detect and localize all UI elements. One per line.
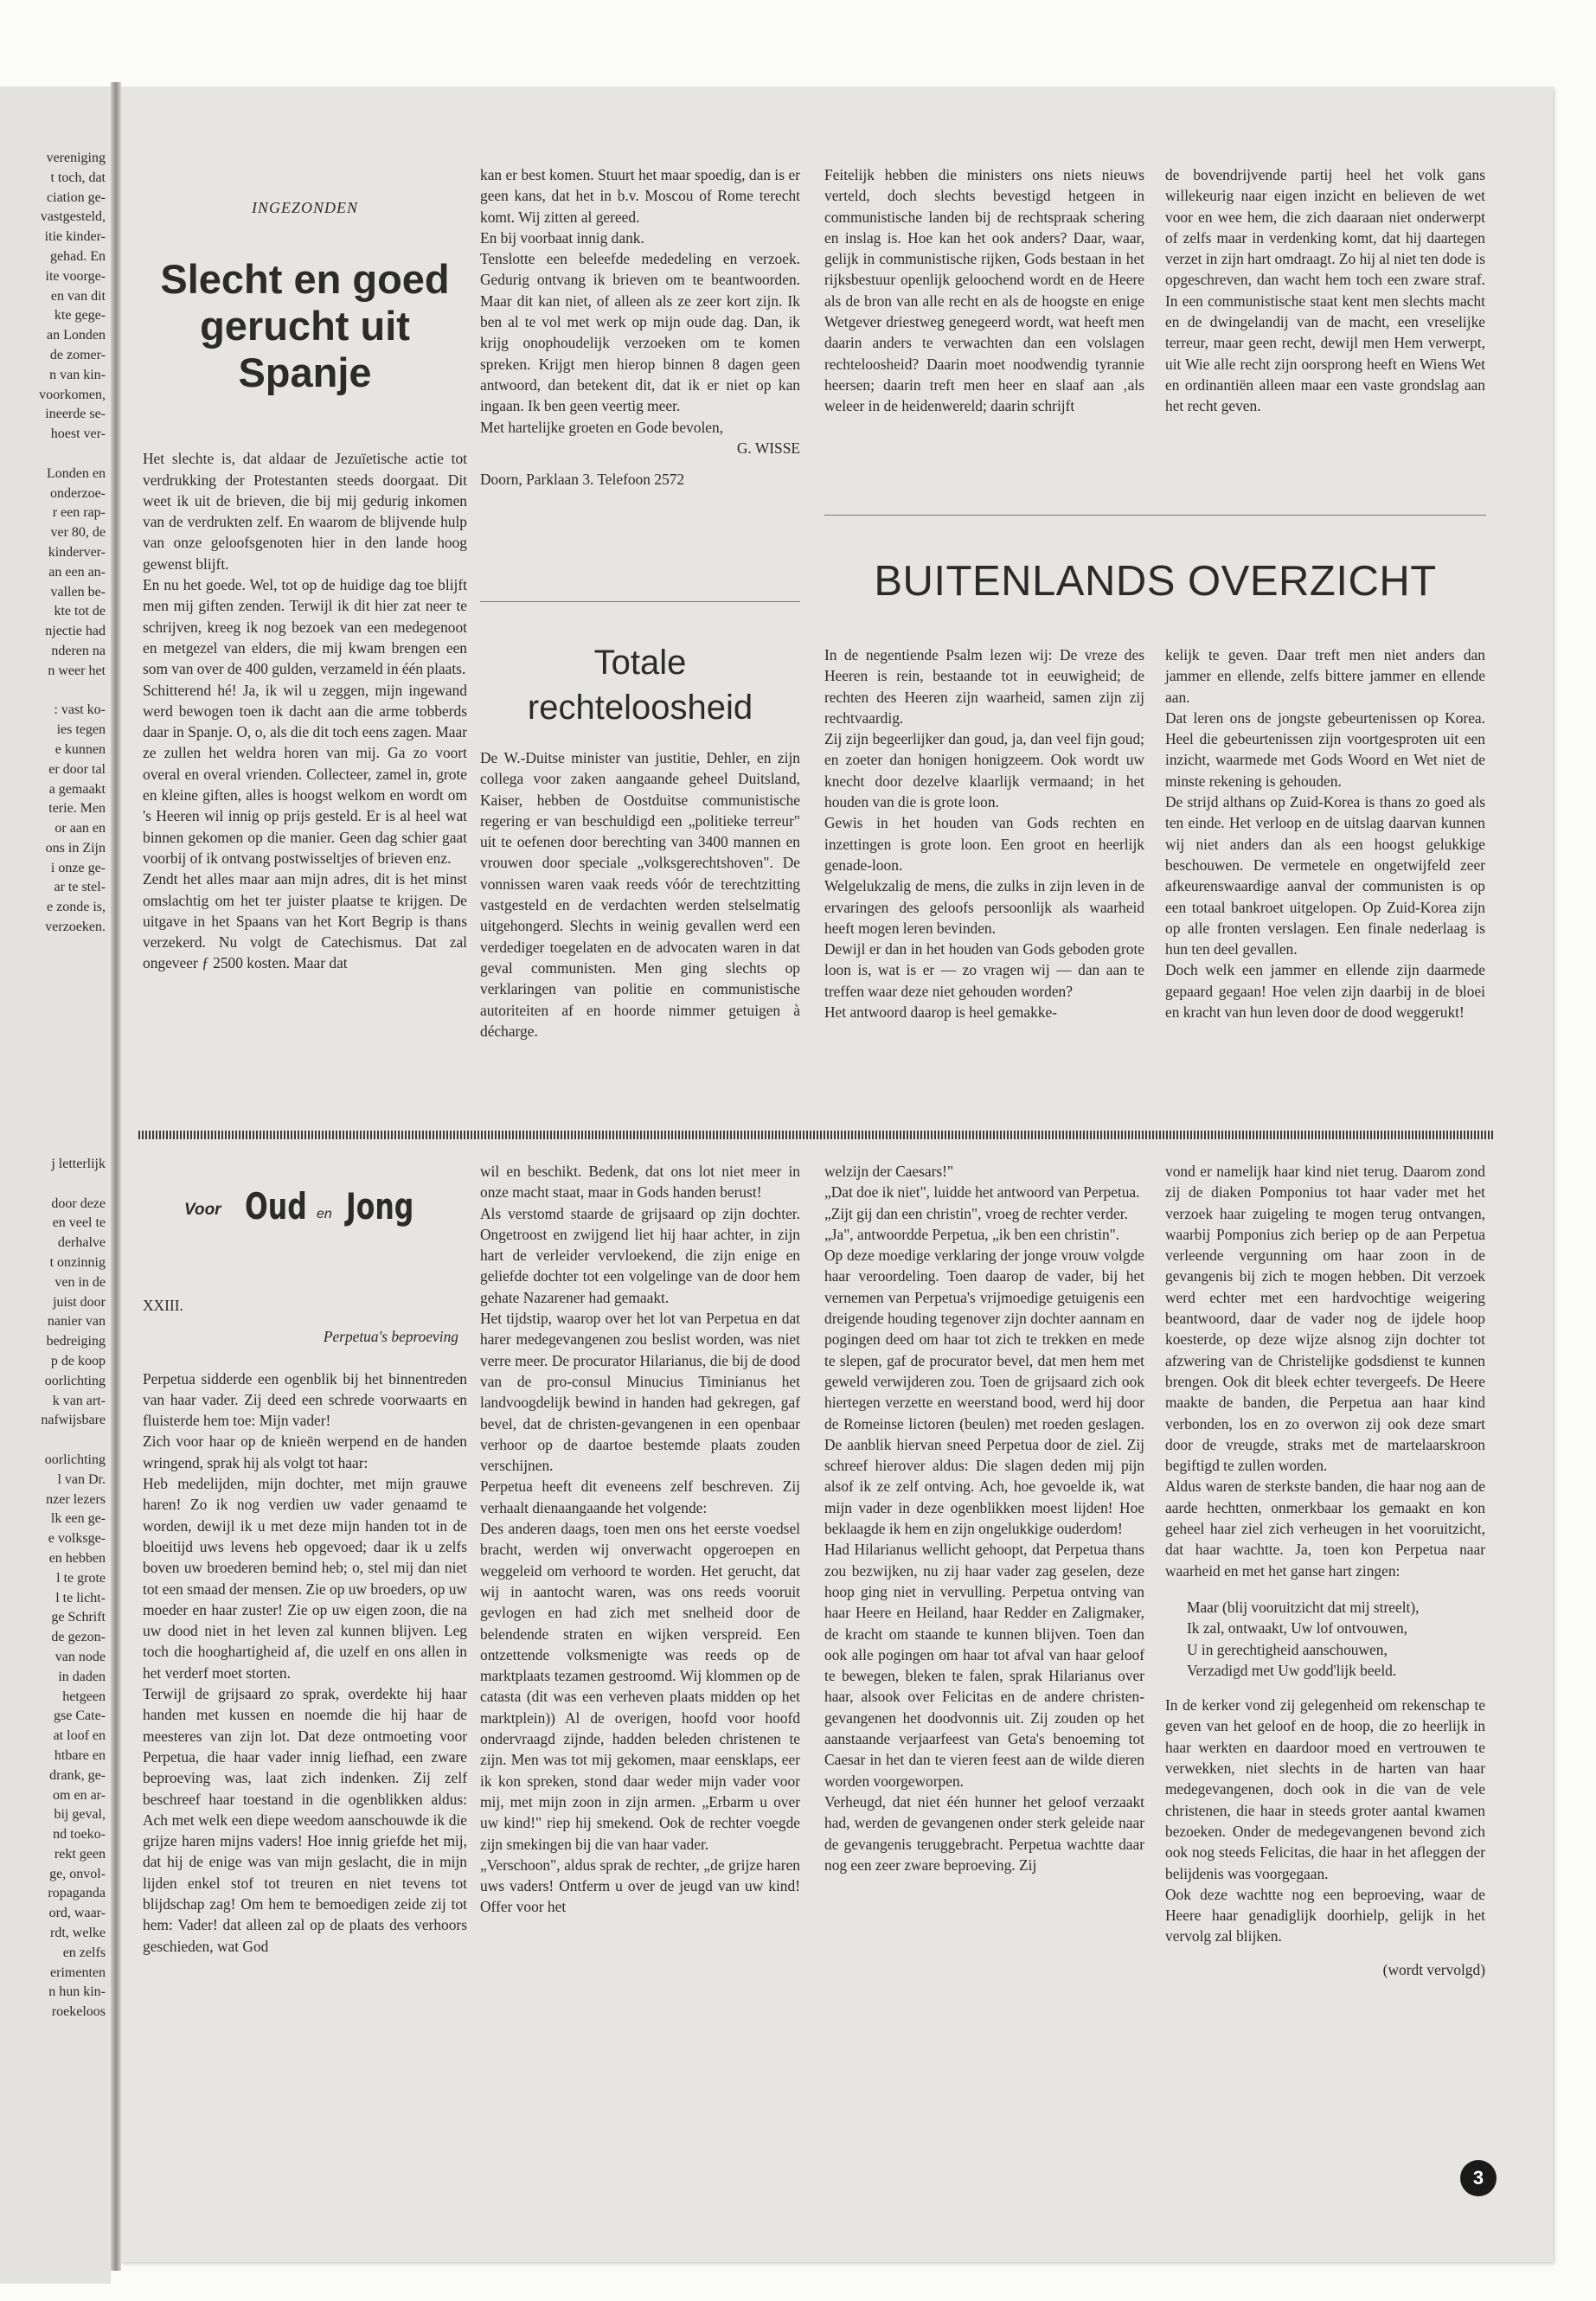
headline-line: Spanje [238,349,372,396]
paragraph: Het tijdstip, waarop over het lot van Perpetua en dat harer medegevangenen zou beslist worden, was niet verre meer. De procurator Hilarianus, die bij de dood van de pro-consul Minucius Timinianus het landvoogdelijk bewind in handen had gekregen, gaf bevel, dat de christen-gevangenen in een openbaar verhoor op de daartoe bestemde plaats zouden verschijnen. [480,1310,800,1475]
edge-text-line: ons in Zijn [45,840,106,856]
paragraph: Met hartelijke groeten en Gode bevolen, [480,418,724,436]
edge-text-line: derhalve [57,1235,106,1251]
headline-line: rechteloosheid [527,689,753,727]
edge-text-line: ven in de [54,1274,106,1290]
edge-text-line: n weer het [48,663,106,678]
article-headline [480,640,800,730]
paragraph: Doch welk een jammer en ellende zijn daarmede gepaard gegaan! Hoe velen zijn daarbij in de bloei en kracht van hun leven door de dood weggerukt! [1165,961,1485,1022]
logo-text: Oud [245,1185,307,1227]
edge-text-line: i onze ge- [50,860,106,875]
edge-text-line: oorlichting [44,1452,106,1467]
paragraph: Verheugd, dat niet één hunner het geloof verzaakt had, werden de gevangenen onder sterk geleide naar de gevangenis teruggebracht. Perpetua wachtte daar nog een zeer zware beproeving. Zij [824,1792,1144,1874]
paragraph: Ook deze wachtte nog een beproeving, waar de Heere haar genadiglijk doorhielp, gelijk in het vervolg zal blijken. [1165,1885,1485,1945]
edge-text-line: n van kin- [49,367,106,382]
paragraph: Dewijl er dan in het houden van Gods geboden grote loon is, wat is er — zo vragen wij — dan aan te treffen waar deze niet gehouden worden? [824,940,1144,1000]
logo-text: Voor [184,1201,221,1219]
edge-text-line: om en ar- [53,1787,106,1803]
rechteloosheid-article [480,640,800,1042]
edge-text-line: juist door [53,1294,106,1310]
page-number-badge: 3 [1460,2160,1497,2196]
edge-text-line: ite voorge- [45,268,106,284]
paragraph: Had Hilarianus wellicht gehoopt, dat Perpetua thans zou bezwijken, nu zij haar vader zag geselen, deze hoop ging niet in vervulling. Perpetua ontving van haar Heere en Heiland, haar Redder en Zaligmaker, de kracht om staande te kunnen blijven. Toen dan ook alle pogingen om haar tot afval van haar geloof te bewegen, bleken te falen, sprak Hilarianus over haar, alsook over Felicitas en de andere christen-gevangenen het doodvonnis uit. Zij zouden op het aanstaande verjaarfeest van Geta's benoeming tot Caesar in het dan te vieren feest aan de wilde dieren worden voorgeworpen. [824,1541,1144,1790]
edge-text-line: njectie had [45,624,106,639]
edge-text-line: gehad. En [50,248,106,264]
edge-text-line: bij geval, [54,1807,106,1823]
buitenlands-col-3 [824,644,1144,1022]
paragraph: Gewis in het houden van Gods rechten en inzettingen is grote loon. Een groot en heerlijk genade-loon. [824,814,1144,874]
paragraph: Tenslotte een beleefde mededeling en verzoek. Gedurig ontvang ik brieven om te beantwoorden. Maar dit kan niet, of alleen als ze zeer kort zijn. Ik ben al te vol met werk op mijn oude dag. Dan, ik krijg onophoudelijk verzoeken om te komen spreken. Krijgt men hierop binnen 8 dagen geen antwoord, dan betekent dit, dat ik er niet op kan ingaan. Ik ben geen veertig meer. [480,250,800,415]
logo-text: Jong [346,1185,414,1227]
chapter-number: XXIII. [143,1297,183,1314]
edge-text-line: e zonde is, [47,900,106,915]
edge-text-line: vastgesteld, [40,209,106,225]
section-separator [138,1131,1494,1139]
perpetua-col-3 [824,1161,1144,1875]
paragraph: Perpetua heeft dit eveneens zelf beschreven. Zij verhaalt dienaangaande het volgende: [480,1477,800,1516]
edge-text-line: voorkomen, [39,387,106,402]
paragraph: En bij voorbaat innig dank. [480,228,644,247]
edge-text-line: nd toeko- [53,1827,106,1843]
edge-text-line: an Londen [47,328,106,343]
edge-text-line: n hun kin- [48,1984,106,2000]
edge-text-line: nderen na [51,643,106,658]
paragraph: De W.-Duitse minister van justitie, Dehler, en zijn collega voor zaken aangaande geheel Duitsland, Kaiser, hebben de Oostduitse communistische regering er van beschuldigd een „politieke terreur" uit te oefenen door berechting van 3400 mannen en vrouwen door speciale „volksgerechtshoven". De vonnissen waren vaak reeds vóór de terechtzitting vastgesteld en de verdachten werden stelselmatig uitgehongerd. Slechts in weinig gevallen werd een verdediger toegelaten en de advocaten waren in dat geval communisten. Men ging slechts op verklaringen van politie en communistische autoriteiten af en hoorde nimmer getuigen à décharge. [480,749,800,1040]
paragraph: „Verschoon", aldus sprak de rechter, „de grijze haren uws vaders! Ontferm u over de jeugd van uw kind! Offer voor het [480,1856,800,1916]
address: Doorn, Parklaan 3. Telefoon 2572 [480,471,685,489]
edge-text-line: hoest ver- [50,426,106,442]
perpetua-col-1 [143,1295,467,1957]
adjacent-column-text-bottom [2,1155,106,2022]
edge-text-line: an een an- [48,564,106,580]
edge-text-line: vallen be- [50,584,106,599]
headline-line: Slecht en goed [160,256,450,303]
edge-text-line [2,445,106,465]
paragraph: Schitterend hé! Ja, ik wil u zeggen, mijn ingewand werd bewogen toen ik dacht aan die arme tobberds daar in Spanje. O, o, als die dit toch eens zagen. Maar ze zullen het weldra horen van mij. Ga zo voort overal en overal vrienden. Collecteer, zamel in, grote en kleine giften, alles is hoogst welkom en wordt om 's Heeren wil innig op prijs gesteld. Er is al heel wat binnen gekomen op die manier. Geen dag schier gaat voorbij of ik ontvang postwisseltjes of brieven enz. [143,681,467,867]
edge-text-line: van node [54,1649,106,1664]
paragraph: Dat leren ons de jongste gebeurtenissen op Korea. Heel die gebeurtenissen zijn voortgesproten uit een inzicht, waarmede met Gods Woord en Wet niet de minste rekening is gehouden. [1165,708,1485,790]
ministers-col-3 [824,164,1144,417]
edge-text-line: ver 80, de [50,525,106,541]
edge-text-line: de zomer- [49,347,106,362]
edge-text-line: oorlichting [44,1373,106,1388]
chapter-title: Perpetua's beproeving [323,1328,458,1346]
edge-text-line: p de koop [50,1353,106,1368]
ingezonden-continued [480,164,800,490]
edge-text-line: en zelfs [62,1945,106,1960]
paragraph: vond er namelijk haar kind niet terug. Daarom zond zij de diaken Pomponius tot haar vader met het verzoek haar zuigeling te mogen terug ontvangen, waarbij Pomponius zich beriep op de aan Perpetua verleende vergunning om haar zoon in de gevangenis bij zich te mogen hebben. Dit verzoek werd echter met een hardvochtige weigering beantwoord, daar de vader nog de ijdele hoop koesterde, op deze wijze alsnog zijn dochter tot afzwering van de Christelijke godsdienst te kunnen brengen. Ook dit bleek echter tevergeefs. De Heere maakte de banden, die Perpetua aan haar kind verbonden, los en zo overwon zij ook deze smart door de vreugde, straks met de martelaarskroon begiftigd te zullen worden. [1165,1163,1485,1475]
paragraph: In de kerker vond zij gelegenheid om rekenschap te geven van het geloof en de hoop, die zo heerlijk in haar werkten en daardoor moed en vertrouwen te verwekken, niet slechts in de harten van haar medegevangenen, doch ook in die van de vele christenen, die haar in steeds groter aantal kwamen bezoeken. Onder de medegevangenen bevond zich ook nog steeds Felicitas, die haar in het afleggen der belijdenis was voorgegaan. [1165,1696,1485,1882]
edge-text-line: t toch, dat [50,170,106,185]
paragraph: „Dat doe ik niet", luidde het antwoord van Perpetua. [824,1183,1140,1202]
paragraph: kelijk te geven. Daar treft men niet anders dan jammer en ellende, zelfs bittere jammer en ellende aan. [1165,646,1485,706]
edge-text-line: ciation ge- [47,189,106,205]
perpetua-col-2 [480,1161,800,1918]
paragraph: welzijn der Caesars!" [824,1163,954,1180]
paragraph: Perpetua sidderde een ogenblik bij het binnentreden van haar vader. Zij deed een schrede voorwaarts en fluisterde hem toe: Mijn vader! [143,1369,467,1430]
verse-line: Verzadigd met Uw godd'lijk beeld. [1187,1661,1397,1679]
edge-text-line: vereniging [46,151,106,165]
divider [480,601,800,602]
edge-text-line: l te licht- [55,1590,106,1606]
edge-text-line: kinderver- [48,544,106,560]
edge-text-line: terie. Men [48,801,106,817]
edge-text-line [2,682,106,702]
edge-text-line: ineerde se- [45,407,106,422]
edge-text-line: onderzoe- [50,485,106,501]
edge-text-line: k van art- [52,1393,106,1408]
paragraph: Terwijl de grijsaard zo sprak, overdekte hij haar handen met kussen en noemde die hij haar de meesteres van zijn lot. Dat deze ontmoeting voor Perpetua, die haar vader innig liefhad, een zware beproeving was, laat zich indenken. Zij zelf beschreef haar toestand in die ogenblikken aldus: Ach met welk een diepe weedom aanschouwde ik die grijze haren mijns vaders! Hoe innig griefde het mij, dat hij de enige was van mijn geslacht, die in mijn lijden enkel stof tot treuren en niet tevens tot blijdschap zag! Om hem te bemoedigen zeide zij tot hem: Vader! dat alleen zal op de plaats des verhoors geschieden, wat God [143,1685,467,1955]
edge-text-line: itie kinder- [44,229,106,245]
paragraph: Welgelukzalig de mens, die zulks in zijn leven in de ervaringen des geloofs persoonlijk als waarheid heeft mogen leren bevinden. [824,877,1144,937]
edge-text-line: ord, waar- [48,1906,106,1921]
edge-text-line: e kunnen [54,741,106,757]
paragraph: Heb medelijden, mijn dochter, met mijn grauwe haren! Zo ik nog verdien uw vader genaamd te worden, dewijl ik u met deze mijn handen tot in de bloeitijd uws levens heb opgevoed; daar ik u zelfs boven uw broederen bemind heb; o, stel mij dan niet tot een smaad der mensen. Zie op uw broeders, op uw moeder en haar zuster! Zie op uw eigen zoon, die na uw dood niet in het leven zal kunnen blijven. Leg toch die hooghartigheid af, die uzelf en ons allen in het verderf moet storten. [143,1475,467,1682]
paragraph: Des anderen daags, toen men ons het eerste voedsel bracht, werden wij onverwacht opgeroepen en weggeleid om verhoord te worden. Het gerucht, dat wij in aantocht waren, was ons reeds vooruit gevlogen en had zich met snelheid door de belendende straten en wijken verspreid. Een ontzettende volksmenigte was reeds op de marktplaats tezamen gestroomd. Wij klommen op de catasta (dit was een verheven plaats midden op het marktplein)) Al de overigen, hoofd voor hoofd ondervraagd zijnde, hadden beleden christenen te zijn. Men was tot mij gekomen, maar eensklaps, eer ik kon spreken, stond daar weder mijn vader voor mij, met mijn zoon in zijn armen. „Erbarm u over uw kind!" riep hij smekend. Ook de rechter voegde zijn smekingen bij die van haar vader. [480,1520,800,1853]
edge-text-line: htbare en [54,1747,106,1763]
edge-text-line: t onzinnig [49,1254,106,1270]
perpetua-col-4 [1165,1161,1485,1980]
edge-text-line: bedreiging [46,1334,106,1349]
paragraph: Aldus waren de sterkste banden, die haar nog aan de aarde hechtten, onmerkbaar los gemaakt en kon geheel haar ziel zich verheugen in het vooruitzicht, dat haar wachtte. Ja, toen kon Perpetua naar waarheid en met het ganse hart zingen: [1165,1477,1485,1580]
edge-text-line: drank, ge- [49,1767,106,1783]
edge-text-line: e volksge- [48,1531,106,1547]
headline-line: gerucht uit [200,303,410,349]
edge-text-line: ge, onvol- [49,1866,106,1881]
edge-text-line: ge Schrift [51,1610,106,1625]
psalm-verse [1165,1597,1485,1681]
adjacent-column-text-top [2,149,106,938]
page-gutter [111,82,121,2271]
buitenlands-col-4 [1165,644,1485,1022]
edge-text-line: kte tot de [54,604,106,619]
edge-text-line: door deze [51,1195,106,1211]
edge-text-line: r een rap- [52,505,106,521]
paragraph: En nu het goede. Wel, tot op de huidige dag toe blijft men mij giften zenden. Terwijl ik dit hier zat neer te schrijven, kreeg ik nog bezoek van een medegenoot en metgezel van elders, die mij kwam brengen een som van over de 400 gulden, verzameld in één plaats. [143,576,467,678]
edge-text-line [2,1431,106,1451]
edge-text-line: nafwijsbare [41,1413,106,1428]
edge-text-line: de gezon- [51,1630,106,1645]
paragraph: Feitelijk hebben die ministers ons niets nieuws verteld, doch slechts bevestigd hetgeen in communistische landen bij de rechtspraak schering en inslag is. Hoe kan het ook anders? Daar, waar, gelijk in communistische rijken, Gods bestaan in het rijksbestuur openlijk geloochend wordt en de Heere als de bron van alle recht en als de hoogste en enige Wetgever driestweg genegeerd wordt, wat heeft men daarin anders te verwachten dan een volslagen rechteloosheid? Daarin moet noodwendig tyrannie heersen; daarin treft men heer en slaaf aan ‚als weleer in de heidenwereld; daarin schrijft [824,166,1144,415]
verse-line: Maar (blij vooruitzicht dat mij streelt), [1187,1598,1420,1616]
edge-text-line: erimenten [50,1965,106,1980]
verse-line: Ik zal, ontwaakt, Uw lof ontvouwen, [1187,1619,1408,1638]
edge-text-line: ropaganda [48,1886,106,1901]
edge-text-line: roekeloos [51,2004,106,2020]
paragraph: De strijd althans op Zuid-Korea is thans zo goed als ten einde. Het verloop en de uitslag daarvan kunnen wij niet anders dan als een hoogst gelukkige beschouwen. De vermetele en ongetwijfeld zeer afkeurenswaardige aanval der communisten is op een totaal bankroet uitgelopen. Op Zuid-Korea zijn op alle fronten verslagen. Een finale nederlaag is hun ten deel gevallen. [1165,793,1485,958]
voor-oud-en-jong-logo [154,1176,439,1237]
edge-text-line: rekt geen [54,1846,106,1862]
paragraph: „Zijt gij dan een christin", vroeg de rechter verder. [824,1204,1128,1222]
edge-text-line: en hebben [48,1550,106,1566]
ingezonden-section [143,197,467,974]
paragraph: Zendt het alles maar aan mijn adres, dit is het minst omslachtig om het ter juister plaatse te krijgen. De uitgave in het Spaans van het Kort Begrip is thans verzekerd. Nu volgt de Catechismus. Dat zal ongeveer ƒ 2500 kosten. Maar dat [143,870,467,972]
edge-text-line: nanier van [47,1314,106,1330]
signature: G. WISSE [736,439,800,457]
verse-line: U in gerechtigheid aanschouwen, [1187,1640,1388,1658]
edge-text-line: rdt, welke [50,1926,106,1941]
edge-text-line: ies tegen [56,722,106,738]
paragraph: de bovendrijvende partij heel het volk gans willekeurig naar eigen inzicht en believen de wet voor en wee hem, die zich daaraan niet onderwerpt of zelfs maar in verdenking komt, dat hij daartegen verzet in zijn hart omdraagt. Zo hij al niet ten dode is opgeschreven, dan wacht hem toch een zware straf. In een communistische staat kent men slechts macht en de dwingelandij van de macht, een vreselijke terreur, maar geen recht, dewijl men Hem verwerpt, uit Wie alle recht zijn oorsprong heeft en Wiens Wet en ordinantiën alleen maar een vaste grondslag aan het recht geven. [1165,166,1485,415]
edge-text-line: en van dit [50,288,106,304]
paragraph: Als verstomd staarde de grijsaard op zijn dochter. Ongetroost en zwijgend liet hij haar achter, in zijn hart de verleider vervloekend, die zijn enige en geliefde dochter tot een volgelinge van de door hem gehate Nazarener had gemaakt. [480,1204,800,1306]
edge-text-line: Londen en [47,465,106,481]
edge-text-line: ar te stel- [54,880,106,895]
paragraph: Het antwoord daarop is heel gemakke- [824,1003,1057,1022]
continued-note: (wordt vervolgd) [1382,1960,1485,1978]
paragraph: Zij zijn begeerlijker dan goud, ja, dan veel fijn goud; en zoeter dan honigen honigzeem. Ook wordt uw knecht door dezelve klaarlijk vermaand; in het houden van die is grote loon. [824,730,1144,811]
edge-text-line: nzer lezers [46,1491,106,1507]
edge-text-line [2,1175,106,1195]
paragraph: „Ja", antwoordde Perpetua, „ik ben een christin". [824,1225,1120,1243]
edge-text-line: in daden [58,1669,106,1684]
edge-text-line: l te grote [56,1570,106,1586]
logo-text: en [317,1207,332,1221]
edge-text-line: or aan en [54,821,106,836]
article-headline [143,256,467,396]
edge-text-line: kte gege- [54,308,106,324]
paragraph: In de negentiende Psalm lezen wij: De vreze des Heeren is rein, bestaande tot in eeuwigheid; de rechten des Heeren zijn waarheid, samen zijn zij rechtvaardig. [824,646,1144,727]
ministers-col-4 [1165,164,1485,417]
edge-text-line: er door tal [48,761,106,777]
edge-text-line: verzoeken. [45,920,106,935]
paragraph: Zich voor haar op de knieën werpend en de handen wringend, sprak hij als volgt tot haar: [143,1433,467,1471]
divider [824,515,1486,516]
edge-text-line: gse Cate- [54,1708,106,1724]
section-headline: BUITENLANDS OVERZICHT [874,558,1437,605]
paragraph: Het slechte is, dat aldaar de Jezuïetische actie tot verdrukking der Protestanten steeds doorgaat. Dit weet ik uit de brieven, die bij mij gedurig inkomen van de verdrukten zelf. En waarom de blijvende hulp van onze geloofsgenoten hier in den lande hoog gewenst blijft. [143,450,467,573]
edge-text-line: lk een ge- [50,1511,106,1527]
edge-text-line: l van Dr. [57,1471,106,1487]
edge-text-line: j letterlijk [51,1157,106,1171]
paragraph: kan er best komen. Stuurt het maar spoedig, dan is er geen kans, dat het in b.v. Moscou of Rome terecht komt. Wij zitten al gereed. [480,166,800,226]
edge-text-line: en veel te [52,1215,106,1231]
edge-text-line: a gemaakt [48,781,106,797]
section-label: INGEZONDEN [251,199,358,216]
paragraph: Op deze moedige verklaring der jonge vrouw volgde haar veroordeling. Toen daarop de vader, bij het vernemen van Perpetua's vrijmoedige getuigenis een dreigende houding tegenover zijn dochter aannam en pogingen deed om haar tot zich te trekken en mede te slepen, gaf de procurator bevel, dat men hem met geweld verwijderen zou. Toen de grijsaard zich ook hiertegen verzette en weerstand bood, werd hij door de Romeinse lictoren (beulen) met roeden geslagen. De aanblik hiervan sneed Perpetua door de ziel. Zij schreef hierover aldus: Die slagen deden mij pijn alsof ik ze zelf ontving. Ach, hoe gevoelde ik, wat mijn vader in deze ogenblikken moest lijden! Hoe beklaagde ik hem en zijn ongelukkige ouderdom! [824,1247,1144,1538]
edge-text-line: at loof en [53,1728,106,1744]
headline-line: Totale [593,644,687,682]
edge-text-line: hetgeen [62,1689,106,1704]
edge-text-line: : vast ko- [54,702,106,718]
paragraph: wil en beschikt. Bedenk, dat ons lot niet meer in onze macht staat, maar in Gods handen berust! [480,1163,800,1202]
